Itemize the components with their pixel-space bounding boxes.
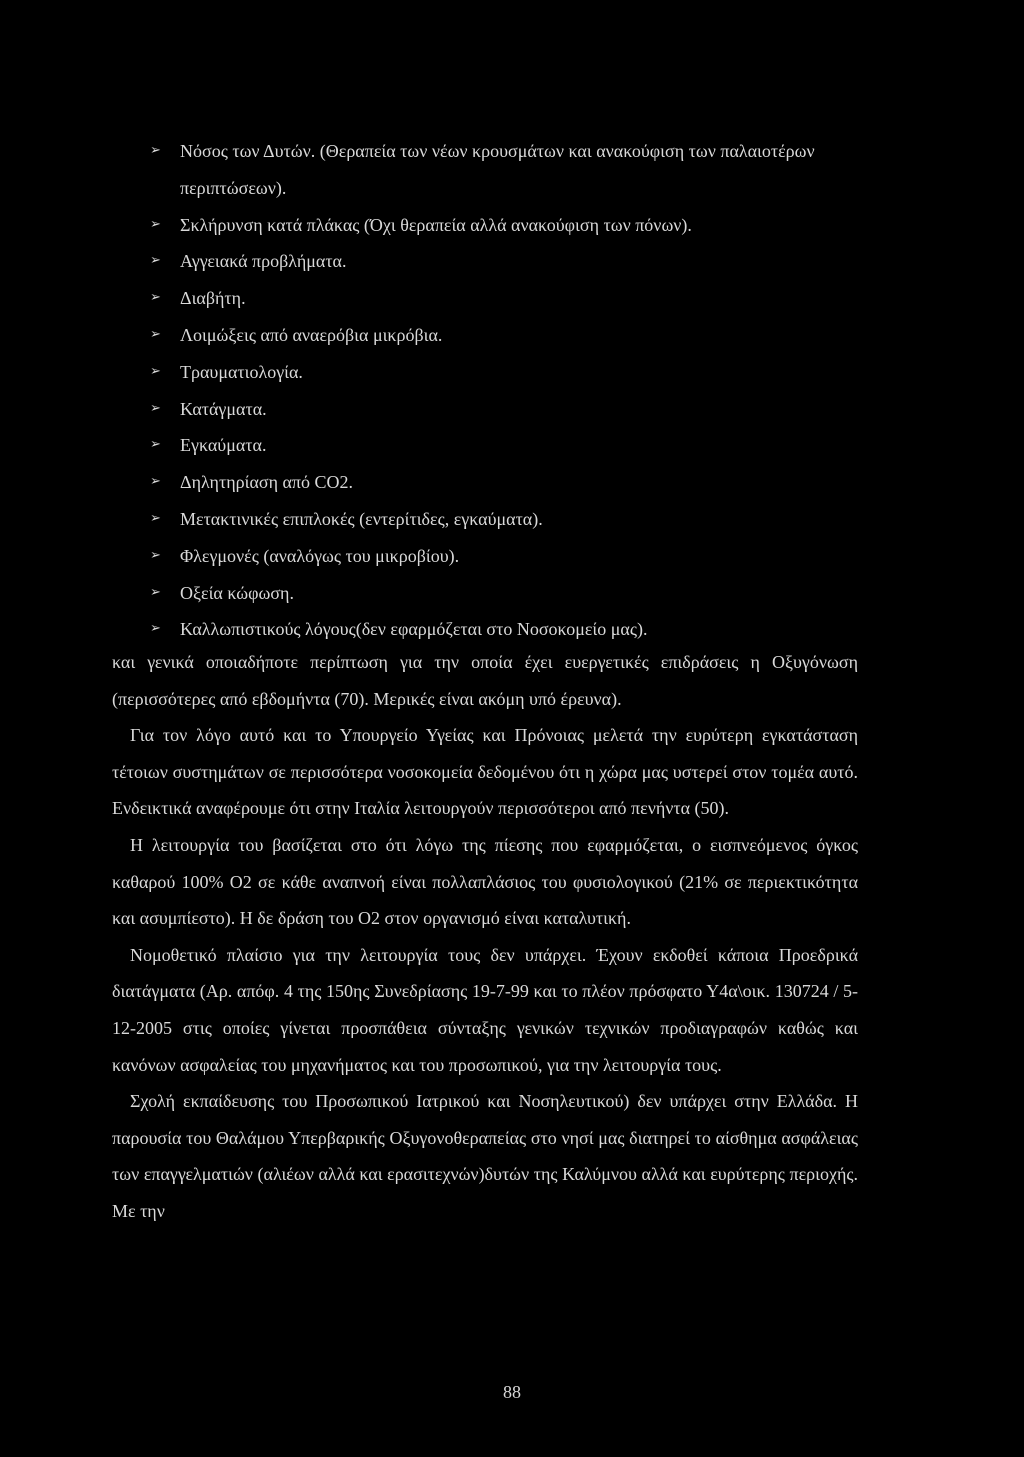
list-item [150, 280, 870, 317]
list-item [150, 538, 870, 575]
list-item [150, 243, 870, 280]
list-item [150, 391, 870, 428]
list-item-text: Κατάγματα. [180, 398, 267, 419]
list-item-text: Καλλωπιστικούς λόγους(δεν εφαρμόζεται στο Νοσοκομείο μας). [180, 619, 648, 640]
list-item-text: Νόσος των Δυτών. (Θεραπεία των νέων κρουσμάτων και ανακούφιση των παλαιοτέρων περιπτώσεων). [180, 141, 815, 198]
list-item [150, 133, 870, 207]
arrowhead-bullet-icon: ➢ [150, 621, 161, 637]
list-item-text: Τραυματιολογία. [180, 361, 303, 382]
list-item [150, 575, 870, 612]
paragraph-training-school: Σχολή εκπαίδευσης του Προσωπικού Ιατρικού και Νοσηλευτικού) δεν υπάρχει στην Ελλάδα. Η παρουσία του Θαλάμου Υπερβαρικής Οξυγονοθεραπείας στο νησί μας διατηρεί το αίσθημα ασφάλειας των επαγγελματιών (αλιέων αλλά και ερασιτεχνών)δυτών της Καλύμνου αλλά και ευρύτερης περιοχής. Με την [112, 1091, 858, 1221]
list-item-text: Φλεγμονές (αναλόγως του μικροβίου). [180, 545, 460, 566]
arrowhead-bullet-icon: ➢ [150, 143, 161, 158]
list-item-text: Εγκαύματα. [180, 435, 267, 456]
body-text [112, 644, 858, 1230]
arrowhead-bullet-icon: ➢ [150, 400, 161, 416]
list-item-text: Μετακτινικές επιπλοκές (εντερίτιδες, εγκαύματα). [180, 508, 543, 529]
list-item [150, 464, 870, 501]
list-item [150, 501, 870, 538]
list-item [150, 354, 870, 391]
list-item [150, 317, 870, 354]
list-item-text: Λοιμώξεις από αναερόβια μικρόβια. [180, 324, 443, 345]
arrowhead-bullet-icon: ➢ [150, 326, 161, 342]
arrowhead-bullet-icon: ➢ [150, 474, 161, 490]
paragraph-mechanism: Η λειτουργία του βασίζεται στο ότι λόγω της πίεσης που εφαρμόζεται, ο εισπνεόμενος όγκος καθαρού 100% Ο2 σε κάθε αναπνοή είναι πολλαπλάσιος του φυσιολογικού (21% σε περιεκτικότητα και ασυμπίεστο). Η δε δράση του Ο2 στον οργανισμό είναι καταλυτική. [112, 834, 858, 929]
paragraph-indications-summary: και γενικά οποιαδήποτε περίπτωση για την οποία έχει ευεργετικές επιδράσεις η Οξυγόνωση (περισσότερες από εβδομήντα (70). Μερικές είναι ακόμη υπό έρευνα). [112, 652, 858, 709]
list-item [150, 611, 870, 648]
list-item [150, 207, 870, 244]
arrowhead-bullet-icon: ➢ [150, 437, 161, 453]
arrowhead-bullet-icon: ➢ [150, 584, 161, 600]
arrowhead-bullet-icon: ➢ [150, 290, 161, 306]
page-number: 88 [503, 1382, 521, 1402]
arrowhead-bullet-icon: ➢ [150, 363, 161, 379]
arrowhead-bullet-icon: ➢ [150, 253, 161, 269]
list-item [150, 427, 870, 464]
list-item-text: Δηλητηρίαση από CO2. [180, 472, 354, 493]
list-item-text: Διαβήτη. [180, 288, 246, 309]
list-item-text: Σκλήρυνση κατά πλάκας (Όχι θεραπεία αλλά ανακούφιση των πόνων). [180, 214, 692, 235]
arrowhead-bullet-icon: ➢ [150, 510, 161, 526]
arrowhead-bullet-icon: ➢ [150, 216, 161, 232]
paragraph-ministry-plans: Για τον λόγο αυτό και το Υπουργείο Υγείας και Πρόνοιας μελετά την ευρύτερη εγκατάσταση τέτοιων συστημάτων σε περισσότερα νοσοκομεία δεδομένου ότι η χώρα μας υστερεί στον τομέα αυτό. Ενδεικτικά αναφέρουμε ότι στην Ιταλία λειτουργούν περισσότεροι από πενήντα (50). [112, 725, 858, 819]
arrowhead-bullet-icon: ➢ [150, 547, 161, 563]
list-item-text: Αγγειακά προβλήματα. [180, 251, 347, 272]
bullet-list [150, 133, 870, 648]
list-item-text: Οξεία κώφωση. [180, 582, 294, 603]
paragraph-legal-framework: Νομοθετικό πλαίσιο για την λειτουργία τους δεν υπάρχει. Έχουν εκδοθεί κάποια Προεδρικά διατάγματα (Αρ. απόφ. 4 της 150ης Συνεδρίασης 19-7-99 και το πλέον πρόσφατο Υ4α\οικ. 130724 / 5-12-2005 στις οποίες γίνεται προσπάθεια σύνταξης γενικών τεχνικών προδιαγραφών καθώς και κανόνων ασφαλείας του μηχανήματος και του προσωπικού, για την λειτουργία τους. [112, 944, 858, 1075]
